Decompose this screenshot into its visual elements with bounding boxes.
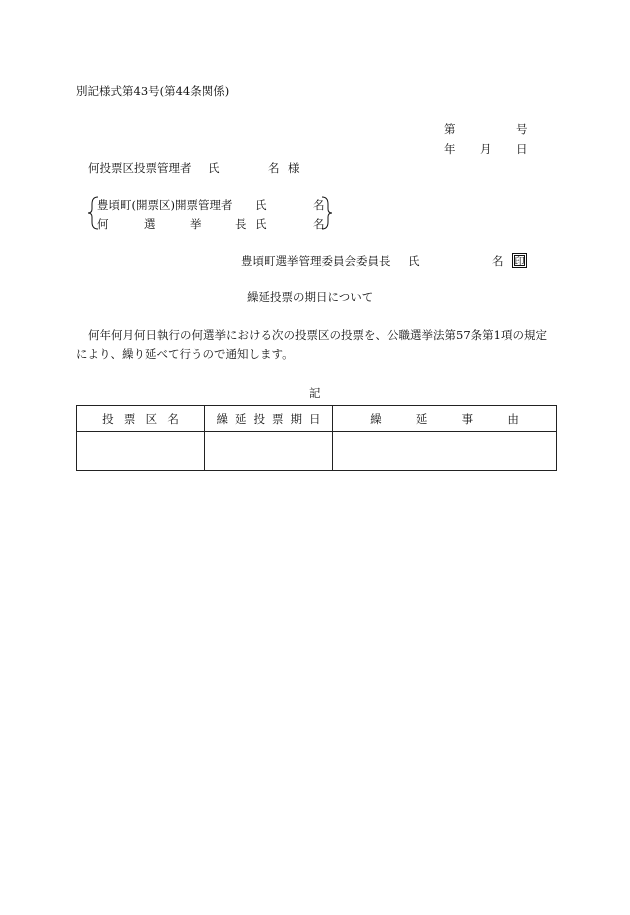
cc-line1-mei: 名: [313, 198, 325, 212]
cell-deferral-reason: [333, 432, 557, 471]
date-month: 月: [480, 142, 492, 156]
seal-text: 印: [514, 257, 525, 268]
seal-mark: [512, 253, 527, 268]
header-char: 区: [145, 411, 158, 426]
form-number: 別記様式第43号(第44条関係): [76, 84, 230, 98]
header-char: 票: [123, 411, 136, 426]
header-char: 日: [309, 411, 321, 426]
recipient-title: 何投票区投票管理者: [88, 161, 192, 175]
header-char: 票: [272, 411, 284, 426]
cc-line2-char-4: 長: [235, 217, 247, 231]
sender-mei: 名: [492, 254, 504, 268]
header-deferral-reason: [333, 406, 557, 432]
header-char: 期: [290, 411, 302, 426]
body-line-2: により、繰り延べて行うので通知します。: [76, 347, 294, 361]
cc-line1-shi: 氏: [255, 198, 267, 212]
body-line-1: 何年何月何日執行の何選挙における次の投票区の投票を、公職選挙法第57条第1項の規定: [88, 328, 547, 342]
recipient-mei: 名: [268, 161, 280, 175]
cc-line2-char-1: 何: [97, 217, 109, 231]
cc-line1-title: 豊頃町(開票区)開票管理者: [97, 198, 233, 212]
cc-line2-char-2: 選: [144, 217, 156, 231]
doc-number-prefix: 第: [444, 122, 456, 136]
recipient-sama: 様: [288, 161, 300, 175]
header-char: 由: [507, 411, 519, 426]
header-char: 延: [235, 411, 247, 426]
doc-number-suffix: 号: [516, 122, 528, 136]
header-char: 名: [167, 411, 179, 426]
table-header-row: [77, 406, 557, 432]
sender-title: 豊頃町選挙管理委員会委員長: [241, 254, 391, 268]
sender-shi: 氏: [408, 254, 420, 268]
date-day: 日: [516, 142, 528, 156]
date-year: 年: [444, 142, 456, 156]
header-char: 投: [102, 411, 114, 426]
cc-line2-mei: 名: [313, 217, 325, 231]
header-char: 投: [253, 411, 265, 426]
header-char: 繰: [370, 411, 382, 426]
cc-line2-char-3: 挙: [190, 217, 202, 231]
cell-district-name: [77, 432, 205, 471]
cell-deferred-date: [205, 432, 333, 471]
header-deferred-date: [205, 406, 333, 432]
records-table: [76, 405, 557, 471]
header-district-name: [77, 406, 205, 432]
table-row: [77, 432, 557, 471]
header-char: 延: [415, 411, 428, 426]
header-char: 事: [461, 411, 474, 426]
cc-line2-shi: 氏: [255, 217, 267, 231]
recipient-shi: 氏: [208, 161, 220, 175]
subject: 繰延投票の期日について: [247, 290, 374, 304]
ki-heading: 記: [309, 386, 321, 400]
header-char: 繰: [216, 411, 228, 426]
seal-inner-border: [514, 255, 525, 266]
